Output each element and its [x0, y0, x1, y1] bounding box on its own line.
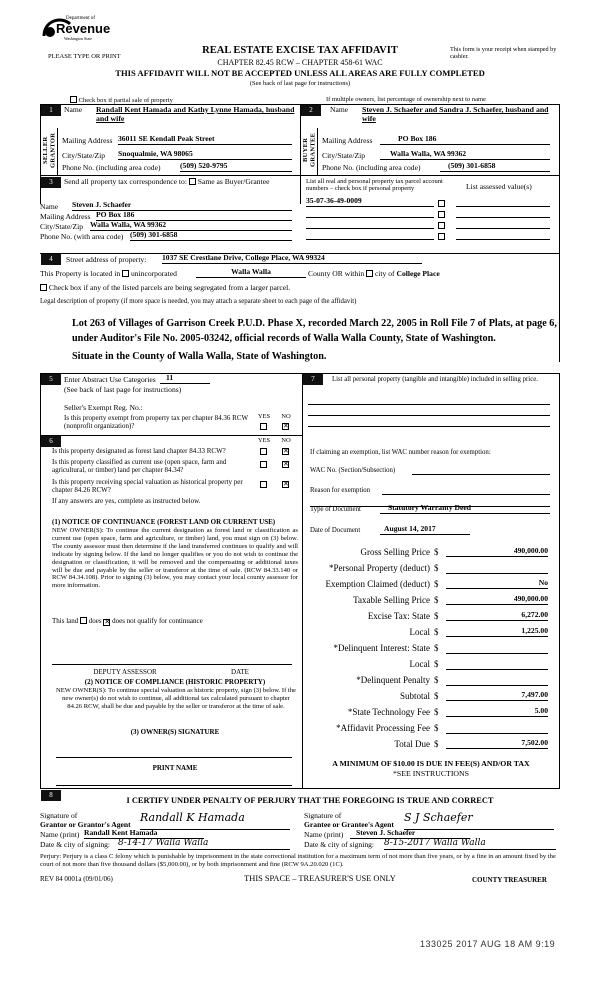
- partial-sale-label: Check box if partial sale of property: [78, 97, 173, 104]
- current-use-no-checkbox[interactable]: ✕: [283, 460, 289, 468]
- money-value[interactable]: 7,497.00: [446, 691, 548, 701]
- assessed-field-2[interactable]: [456, 208, 550, 218]
- form-title: REAL ESTATE EXCISE TAX AFFIDAVIT: [202, 45, 398, 56]
- seller-city-field[interactable]: Snoqualmie, WA 98065: [118, 150, 292, 160]
- money-label: *Delinquent Interest: State: [333, 643, 430, 653]
- recording-stamp: 133025 2017 AUG 18 AM 9:19: [420, 939, 556, 949]
- owner-signature-field[interactable]: [56, 748, 292, 758]
- exempt-reg-label: Seller's Exempt Reg. No.:: [64, 403, 143, 412]
- money-row-taxable: [310, 595, 556, 611]
- section-6-number: 6: [41, 436, 61, 447]
- segregated-label: Check box if any of the listed parcels are being segregated from a larger parcel.: [48, 283, 291, 292]
- section-7-number: 7: [303, 374, 323, 385]
- corr-name-label: Name: [40, 202, 59, 211]
- dollar-sign: $: [434, 563, 439, 573]
- answers-note: If any answers are yes, complete as instructed below.: [52, 497, 201, 505]
- does-not-label: does not qualify for continuance: [112, 617, 203, 625]
- please-type: PLEASE TYPE OR PRINT: [48, 53, 121, 60]
- seller-city-label: City/State/Zip: [62, 151, 106, 160]
- section-3-number: 3: [41, 177, 61, 188]
- seller-mail-label: Mailing Address: [62, 136, 113, 145]
- notice2-body: NEW OWNER(S): To continue special valuation as historic property, sign (3) below. If the new owner(s) do not wish to continue, all additional tax calculated pursuant to chapter 84.26 RCW, shall be due and payable by the seller or transferor at the time of sale.: [56, 687, 296, 710]
- located-row: [40, 270, 177, 279]
- historic-no-checkbox[interactable]: ✕: [283, 480, 289, 488]
- send-correspondence: [64, 178, 269, 187]
- grantor-agent-label: Grantor or Grantor's Agent: [40, 820, 131, 829]
- dollar-sign: $: [434, 707, 439, 717]
- print-name-label: PRINT NAME: [152, 764, 198, 772]
- assessed-field-3[interactable]: [456, 219, 550, 229]
- money-row-affidavit-fee: [310, 723, 556, 739]
- parcel-personal-checkbox-3[interactable]: [438, 222, 445, 229]
- money-label: *Affidavit Processing Fee: [336, 723, 430, 733]
- segregated-row: [40, 284, 290, 293]
- city-checkbox[interactable]: [366, 270, 373, 277]
- certify-statement: I CERTIFY UNDER PENALTY OF PERJURY THAT THE FOREGOING IS TRUE AND CORRECT: [126, 796, 494, 805]
- reason-field-1[interactable]: [382, 485, 550, 495]
- money-label: *Personal Property (deduct): [329, 563, 430, 573]
- buyer-mail-field[interactable]: PO Box 186: [380, 135, 550, 145]
- money-label: Exemption Claimed (deduct): [325, 579, 430, 589]
- seller-phone-label: Phone No. (including area code): [62, 163, 161, 172]
- grantee-date-field[interactable]: 8-15-2017 Walla Walla: [384, 838, 556, 850]
- wac-instruction: If claiming an exemption, list WAC number reason for exemption:: [310, 449, 491, 456]
- multiple-owners-note: If multiple owners, list percentage of ownership next to name: [326, 96, 486, 103]
- receipt-note: This form is your receipt when stamped by cashier.: [450, 46, 557, 61]
- notice2-title: (2) NOTICE OF COMPLIANCE (HISTORIC PROPERTY): [84, 678, 266, 686]
- see-instructions-note: *SEE INSTRUCTIONS: [392, 769, 470, 778]
- dollar-sign: $: [434, 579, 439, 589]
- same-as-buyer-label: Same as Buyer/Grantee: [197, 177, 270, 186]
- buyer-side-label: BUYER GRANTEE: [302, 132, 317, 168]
- exempt-question: Is this property exempt from property tax per chapter 84.36 RCW (nonprofit organization)?: [64, 414, 248, 431]
- assessed-field-1[interactable]: [456, 197, 550, 207]
- personal-property-line-2[interactable]: [308, 406, 550, 416]
- dept-name: Revenue: [56, 21, 111, 36]
- situate-line[interactable]: Situate in the County of Walla Walla, State of Washington.: [72, 351, 327, 362]
- dept-line1: Department of: [66, 16, 96, 21]
- section-5-number: 5: [41, 374, 61, 385]
- segregated-checkbox[interactable]: [40, 284, 47, 291]
- dollar-sign: $: [434, 723, 439, 733]
- deputy-assessor-label: DEPUTY ASSESSOR: [93, 668, 157, 676]
- partial-sale-checkbox[interactable]: [70, 96, 77, 103]
- wac-number-label: WAC No. (Section/Subsection): [310, 467, 396, 474]
- unincorporated-label: unincorporated: [130, 269, 177, 278]
- buyer-mail-label: Mailing Address: [322, 136, 373, 145]
- buyer-city-label: City/State/Zip: [322, 151, 366, 160]
- dept-state: Washington State: [64, 36, 93, 41]
- grantor-date-label: Date & city of signing:: [40, 840, 111, 849]
- corr-city-label: City/State/Zip: [40, 222, 84, 231]
- section-8-number: 8: [41, 790, 61, 801]
- abstract-note: (See back of last page for instructions): [64, 385, 182, 394]
- parcel-field-2[interactable]: [306, 208, 434, 218]
- county-or-within-label: County OR within: [308, 269, 365, 278]
- grantor-name-label: Name (print): [40, 830, 80, 839]
- parcel-field-4[interactable]: [306, 230, 434, 240]
- wac-number-field[interactable]: [412, 465, 550, 475]
- forest-yes-checkbox[interactable]: [260, 448, 267, 455]
- money-row-interest-local: [310, 659, 556, 675]
- dollar-sign: $: [434, 675, 439, 685]
- minimum-fee-note: A MINIMUM OF $10.00 IS DUE IN FEE(S) AND/OR TAX: [332, 759, 530, 768]
- dollar-sign: $: [434, 691, 439, 701]
- s5-yes-header: YES: [257, 413, 271, 420]
- grantee-sig-of: Signature of: [304, 811, 342, 820]
- assessed-field-4[interactable]: [456, 230, 550, 240]
- continuance-row: [52, 617, 203, 626]
- buyer-name-label: Name: [330, 105, 349, 114]
- money-row-gross: [310, 547, 556, 563]
- grantee-signature-field[interactable]: S J Schaefer: [404, 812, 554, 830]
- money-value[interactable]: 1,225.00: [446, 627, 548, 637]
- doc-date-field[interactable]: August 14, 2017: [380, 525, 470, 535]
- money-row-local-tax: [310, 627, 556, 643]
- form-chapter: CHAPTER 82.45 RCW – CHAPTER 458-61 WAC: [217, 58, 383, 67]
- money-row-interest-state: [310, 643, 556, 659]
- exempt-no-checkbox[interactable]: ✕: [283, 422, 289, 430]
- corr-name-field[interactable]: Steven J. Schaefer: [72, 201, 292, 211]
- grantee-date-label: Date & city of signing:: [304, 840, 375, 849]
- legal-description[interactable]: Lot 263 of Villages of Garrison Creek P.U.D. Phase X, recorded March 22, 2005 in Roll File 7 of Plats, at page 6, under Auditor's File No. 2005-03242, official records of Walla Walla County, State of Washington.: [72, 318, 557, 344]
- money-value[interactable]: [446, 675, 548, 686]
- grantee-agent-label: Grantee or Grantee's Agent: [304, 820, 394, 829]
- money-label: Total Due: [394, 739, 430, 749]
- money-label: Local: [409, 659, 430, 669]
- forest-question: Is this property designated as forest land chapter 84.33 RCW?: [52, 447, 226, 455]
- parcel-personal-checkbox-4[interactable]: [438, 233, 445, 240]
- parcel-field-1[interactable]: 35-07-36-49-0009: [306, 197, 434, 207]
- county-treasurer-label: COUNTY TREASURER: [472, 876, 547, 884]
- buyer-phone-label: Phone No. (including area code): [322, 163, 421, 172]
- perjury-notice: Perjury: Perjury is a class C felony which is punishable by imprisonment in the state correctional institution for a maximum term of not more than five years, or by a fine in an amount fixed by the court of not more than five thousand dollars ($5,000.00), or by both imprisonment and fine (RCW 9A.20.020 (1C).: [40, 853, 556, 868]
- buyer-phone-field[interactable]: (509) 301-6858: [440, 162, 550, 172]
- see-back-note: (See back of last page for instructions): [249, 80, 351, 87]
- money-value[interactable]: [446, 723, 548, 734]
- money-label: Local: [409, 627, 430, 637]
- grantor-date-field[interactable]: 8-14-17 Walla Walla: [118, 838, 290, 850]
- current-use-yes-checkbox[interactable]: [260, 461, 267, 468]
- money-table: [310, 547, 556, 755]
- reason-label: Reason for exemption: [310, 487, 371, 494]
- does-checkbox[interactable]: [80, 617, 87, 624]
- unincorporated-checkbox[interactable]: [122, 270, 129, 277]
- located-label: This Property is located in: [40, 269, 121, 278]
- parcel-personal-checkbox-1[interactable]: [438, 200, 445, 207]
- money-row-exemption: [310, 579, 556, 595]
- money-value[interactable]: [446, 563, 548, 574]
- grantor-name-field[interactable]: Randall Kent Hamada: [84, 829, 204, 839]
- forest-no-checkbox[interactable]: ✕: [283, 447, 289, 455]
- print-name-field[interactable]: [56, 776, 292, 786]
- dollar-sign: $: [434, 611, 439, 621]
- notice1-title: (1) NOTICE OF CONTINUANCE (FOREST LAND OR CURRENT USE): [52, 518, 276, 526]
- section-4-number: 4: [41, 254, 61, 265]
- county-field[interactable]: Walla Walla: [196, 268, 306, 278]
- money-row-total: [310, 739, 556, 755]
- current-use-question: Is this property classified as current use (open space, farm and agricultural, or timber) land per chapter 84.34?: [52, 458, 227, 475]
- s5-no-header: NO: [281, 413, 291, 420]
- corr-mail-label: Mailing Address: [40, 212, 91, 221]
- money-row-tech-fee: [310, 707, 556, 723]
- does-label: does: [88, 617, 102, 625]
- does-not-checkbox[interactable]: ✕: [104, 618, 111, 626]
- this-land-label: This land: [52, 617, 79, 625]
- assessed-value-label: List assessed value(s): [466, 182, 532, 191]
- historic-yes-checkbox[interactable]: [260, 481, 267, 488]
- seller-name[interactable]: Randall Kent Hamada and Kathy Lynne Hamada, husband and wife: [96, 105, 295, 123]
- s6-yes-header: YES: [257, 437, 271, 444]
- doc-type-field[interactable]: Statutory Warranty Deed: [380, 504, 550, 514]
- parcel-field-3[interactable]: [306, 219, 434, 229]
- money-label: Excise Tax: State: [367, 611, 430, 621]
- grantor-sig-of: Signature of: [40, 811, 78, 820]
- seller-phone-field[interactable]: (509) 520-9795: [180, 162, 292, 172]
- corr-phone-field[interactable]: (509) 301-6858: [130, 231, 292, 241]
- corr-phone-label: Phone No. (with area code): [40, 232, 124, 241]
- legal-label: Legal description of property (if more space is needed, you may attach a separate sheet to each page of the affidavit): [40, 298, 357, 305]
- seller-mail-field[interactable]: 36011 SE Kendall Peak Street: [118, 135, 292, 145]
- treasurer-use-note: THIS SPACE – TREASURER'S USE ONLY: [244, 874, 396, 883]
- city-of-label: city of: [374, 269, 395, 278]
- personal-property-line-3[interactable]: [308, 417, 550, 427]
- money-value[interactable]: No: [446, 579, 548, 589]
- corr-mail-field[interactable]: PO Box 186: [96, 211, 292, 221]
- money-value[interactable]: 7,502.00: [446, 739, 548, 749]
- s6-no-header: NO: [281, 437, 291, 444]
- personal-property-label: List all personal property (tangible and intangible) included in selling price.: [332, 376, 538, 383]
- form-warning: THIS AFFIDAVIT WILL NOT BE ACCEPTED UNLESS ALL AREAS ARE FULLY COMPLETED: [115, 68, 485, 78]
- dollar-sign: $: [434, 627, 439, 637]
- street-label: Street address of property:: [66, 255, 147, 264]
- street-field[interactable]: 1037 SE Crestlane Drive, College Place, WA 99324: [162, 254, 422, 264]
- money-label: *Delinquent Penalty: [356, 675, 430, 685]
- money-row-penalty: [310, 675, 556, 691]
- corr-city-field[interactable]: Walla Walla, WA 99362: [90, 221, 292, 231]
- money-row-personal: [310, 563, 556, 579]
- money-value[interactable]: 6,272.00: [446, 611, 548, 621]
- money-value[interactable]: [446, 643, 548, 654]
- dor-logo: [40, 14, 111, 48]
- abstract-field[interactable]: 11: [160, 374, 210, 384]
- send-correspondence-label: Send all property tax correspondence to:: [64, 177, 187, 186]
- section-1-number: 1: [41, 105, 61, 116]
- form-revision: REV 84 0001a (09/01/06): [40, 875, 113, 883]
- buyer-city-field[interactable]: Walla Walla, WA 99362: [380, 150, 550, 160]
- city-name[interactable]: College Place: [396, 269, 440, 278]
- dollar-sign: $: [434, 739, 439, 749]
- grantee-name-label: Name (print): [304, 830, 344, 839]
- exempt-yes-checkbox[interactable]: [260, 423, 267, 430]
- money-row-subtotal: [310, 691, 556, 707]
- grantee-name-field[interactable]: Steven J. Schaefer: [350, 829, 470, 839]
- money-label: *State Technology Fee: [347, 707, 430, 717]
- doc-type-label: Type of Document: [310, 506, 361, 513]
- owner-signature-label: (3) OWNER(S) SIGNATURE: [130, 728, 220, 736]
- abstract-label: Enter Abstract Use Categories: [64, 375, 156, 384]
- seller-side-label: SELLER GRANTOR: [42, 132, 57, 168]
- money-label: Taxable Selling Price: [353, 595, 430, 605]
- dollar-sign: $: [434, 595, 439, 605]
- parcel-list-instructions: List all real and personal property tax parcel account numbers – check box if personal property: [306, 178, 443, 193]
- dollar-sign: $: [434, 547, 439, 557]
- money-value[interactable]: 490,000.00: [446, 595, 548, 605]
- buyer-name[interactable]: Steven J. Schaefer and Sandra J. Schaefer, husband and wife: [362, 105, 549, 123]
- money-label: Gross Selling Price: [360, 547, 430, 557]
- same-as-buyer-checkbox[interactable]: [189, 178, 196, 185]
- money-value[interactable]: 5.00: [446, 707, 548, 717]
- historic-question: Is this property receiving special valuation as historical property per chapter 84.26 RCW?: [52, 478, 243, 495]
- doc-date-label: Date of Document: [310, 527, 361, 534]
- seller-name-label: Name: [64, 105, 83, 114]
- dollar-sign: $: [434, 643, 439, 653]
- personal-property-line-1[interactable]: [308, 395, 550, 405]
- money-row-state-tax: [310, 611, 556, 627]
- money-value[interactable]: 490,000.00: [446, 547, 548, 557]
- money-label: Subtotal: [399, 691, 430, 701]
- dollar-sign: $: [434, 659, 439, 669]
- notice1-body: NEW OWNER(S): To continue the current designation as forest land or classification as current use (open space, farm and agriculture, or timber) land, you must sign on (3) below. The county assessor must then determine if the land transferred continues to qualify and will indicate by signing below. If the land no longer qualifies or you do not wish to continue the designation or classification, it will be removed and the compensating or additional taxes will be due and payable by the seller or transferor at the time of sale. (RCW 84.33.140 or RCW 84.34.108). Prior to signing (3) below, you may contact your local county assessor for more information.: [52, 527, 298, 590]
- money-value[interactable]: [446, 659, 548, 670]
- grantor-signature-field[interactable]: Randall K Hamada: [140, 812, 290, 830]
- parcel-personal-checkbox-2[interactable]: [438, 211, 445, 218]
- section-2-number: 2: [301, 105, 321, 116]
- city-row: [308, 270, 440, 279]
- deputy-date-label: DATE: [231, 668, 249, 676]
